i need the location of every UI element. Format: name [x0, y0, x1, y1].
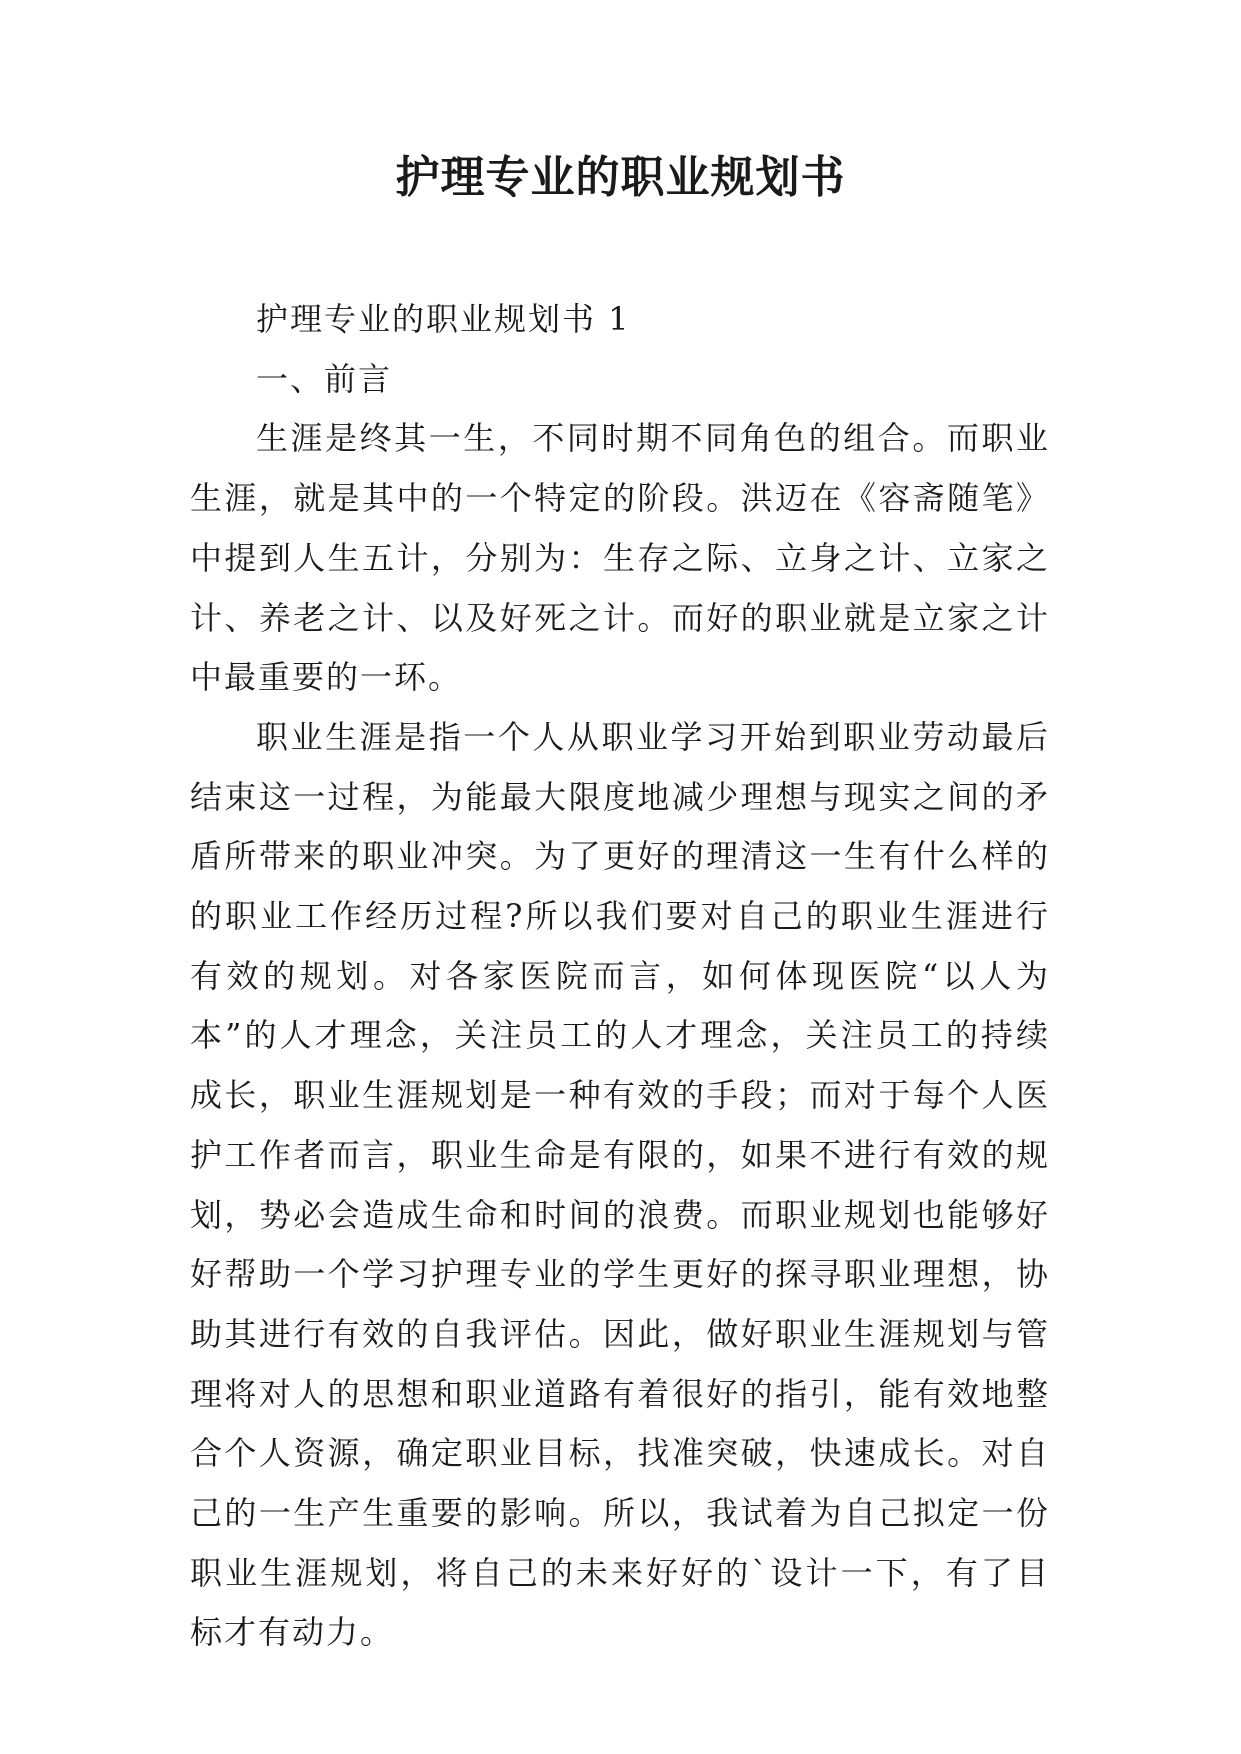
- section-heading-preface: 一、前言: [256, 359, 393, 398]
- document-subtitle: 护理专业的职业规划书 1: [256, 300, 631, 338]
- body-paragraph: 职业生涯是指一个人从职业学习开始到职业劳动最后结束这一过程，为能最大限度地减少理想与现实之间的矛盾所带来的职业冲突。为了更好的理清这一生有什么样的的职业工作经历过程?所以我们要对自己的职业生涯进行有效的规划。对各家医院而言，如何体现医院“以人为本”的人才理念，关注员工的人才理念，关注员工的持续成长，职业生涯规划是一种有效的手段；而对于每个人医护工作者而言，职业生命是有限的，如果不进行有效的规划，势必会造成生命和时间的浪费。而职业规划也能够好好帮助一个学习护理专业的学生更好的探寻职业理想，协助其进行有效的自我评估。因此，做好职业生涯规划与管理将对人的思想和职业道路有着很好的指引，能有效地整合个人资源，确定职业目标，找准突破，快速成长。对自己的一生产生重要的影响。所以，我试着为自己拟定一份职业生涯规划，将自己的未来好好的`设计一下，有了目标才有动力。: [190, 717, 1050, 1652]
- body-paragraph: 生涯是终其一生，不同时期不同角色的组合。而职业生涯，就是其中的一个特定的阶段。洪迈在《容斋随笔》中提到人生五计，分别为：生存之际、立身之计、立家之计、养老之计、以及好死之计。而好的职业就是立家之计中最重要的一环。: [190, 419, 1050, 697]
- document-title: 护理专业的职业规划书: [395, 152, 846, 203]
- document-body: [190, 290, 1050, 1663]
